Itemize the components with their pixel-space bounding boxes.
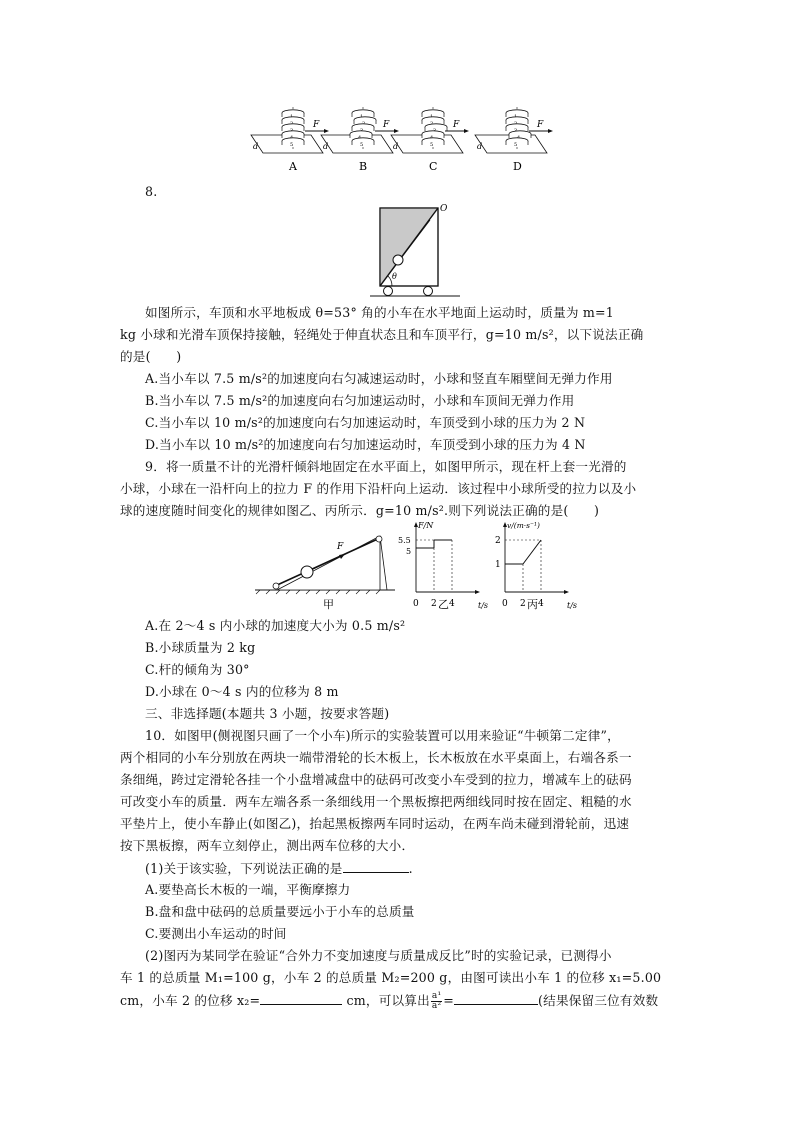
q10-sub2-line1: (2)图丙为某同学在验证“合外力不变加速度与质量成反比”时的实验记录，已测得小: [145, 948, 612, 963]
q9-stem-line1: 9．将一质量不计的光滑杆倾斜地固定在水平面上，如图甲所示，现在杆上套一光滑的: [145, 459, 627, 474]
q9-chart-yi: [398, 518, 488, 610]
yi-ytick-5: 5: [406, 547, 412, 556]
q9-option-c: C.杆的倾角为 30°: [145, 662, 250, 677]
q7-disc-number-B-5: 5: [360, 142, 364, 148]
q8-option-c: C.当小车以 10 m/s²的加速度向右匀加速运动时，车顶受到小球的压力为 2 N: [145, 415, 586, 430]
bing-caption: 丙: [527, 598, 538, 611]
q10-line4: 可改变小车的质量．两车左端各系一条细线用一个黑板擦把两细线同时按在固定、粗糙的水: [120, 794, 632, 809]
q10-sub2-line2: 车 1 的总质量 M₁=100 g，小车 2 的总质量 M₂=200 g，由图可读出小车 1 的位移 x₁=5.00: [120, 970, 662, 985]
q8-option-a: A.当小车以 7.5 m/s²的加速度向右匀减速运动时，小球和竖直车厢壁间无弹力作用: [145, 371, 613, 386]
q8-o-label: O: [440, 204, 448, 214]
q8-option-d: D.当小车以 10 m/s²的加速度向右匀加速运动时，车顶受到小球的压力为 4 N: [145, 437, 586, 452]
q10-sub1-option-b: B.盘和盘中砝码的总质量要远小于小车的总质量: [145, 904, 415, 919]
q8-number: 8.: [145, 184, 158, 199]
q10-line1: 10．如图甲(侧视图只画了一个小车)所示的实验装置可以用来验证“牛顿第二定律”，: [145, 728, 620, 743]
yi-ytick-55: 5.5: [398, 536, 411, 545]
q8-theta-label: θ: [392, 272, 397, 281]
q7-label-A: A: [289, 160, 297, 173]
q10-sub1-answer-blank[interactable]: [343, 860, 409, 873]
q9-chart-bing: [485, 518, 585, 610]
yi-xtick-2: 2: [431, 599, 437, 609]
bing-x-label: t/s: [567, 601, 578, 610]
q10-sub2-line3: [120, 992, 658, 1018]
q9-option-d: D.小球在 0～4 s 内的位移为 8 m: [145, 684, 339, 699]
q10-x2-answer-blank[interactable]: [260, 992, 342, 1005]
q7-force-label-A: F: [313, 120, 320, 130]
q7-force-arrowhead-A: [324, 129, 329, 133]
yi-y-label: F/N: [418, 521, 434, 530]
q8-stem-line3: 的是( ): [120, 349, 182, 364]
q10-sub1-line: [145, 860, 413, 877]
q7-figure-stacks: [255, 105, 555, 175]
q7-disc-number-D-5: 5: [514, 142, 518, 148]
yi-xtick-0: 0: [413, 599, 419, 609]
q10-sub2-text-b: cm，可以算出: [346, 993, 430, 1008]
yi-xtick-4: 4: [449, 599, 455, 609]
q10-line3: 条细绳，跨过定滑轮各挂一个小盘增减盘中的砝码可改变小车受到的拉力，增减车上的砝码: [120, 772, 632, 787]
q10-line5: 平垫片上，使小车静止(如图乙)，抬起黑板擦两车同时运动，在两车尚未碰到滑轮前，迅速: [120, 816, 630, 831]
q10-line6: 按下黑板擦，两车立刻停止，测出两车位移的大小．: [120, 838, 415, 853]
q7-corner-label-A: d: [253, 142, 259, 151]
q9-option-b: B.小球质量为 2 kg: [145, 640, 256, 655]
q9-option-a: A.在 2～4 s 内小球的加速度大小为 0.5 m/s²: [145, 618, 406, 633]
q9-jia-caption: 甲: [323, 598, 334, 611]
q10-sub1-end: .: [408, 861, 413, 876]
q8-option-b: B.当小车以 7.5 m/s²的加速度向右匀加速运动时，小球和车顶间无弹力作用: [145, 393, 575, 408]
q7-label-D: D: [513, 160, 522, 173]
q7-force-arrowhead-B: [394, 129, 399, 133]
q10-sub1-option-c: C.要测出小车运动的时间: [145, 926, 287, 941]
yi-x-label: t/s: [478, 601, 489, 610]
q10-sub2-equals: =: [443, 993, 455, 1008]
q9-figure-jia: [255, 522, 395, 612]
yi-caption: 乙: [438, 598, 449, 611]
bing-xtick-2: 2: [520, 599, 526, 609]
bing-series-segment-2: [523, 540, 541, 564]
bing-ytick-2: 2: [495, 536, 501, 546]
q7-force-arrowhead-D: [548, 129, 553, 133]
q7-disc-number-A-5: 5: [290, 142, 294, 148]
q10-sub1-option-a: A.要垫高长木板的一端，平衡摩擦力: [145, 882, 351, 897]
q9-stem-line2: 小球，小球在一沿杆向上的拉力 F 的作用下沿杆向上运动．该过程中小球所受的拉力以及小: [120, 481, 637, 496]
q7-force-label-C: F: [453, 120, 460, 130]
yi-x-arrow: [475, 590, 480, 594]
q7-force-arrowhead-C: [464, 129, 469, 133]
q9-jia-force-label: F: [337, 542, 344, 552]
q7-force-label-B: F: [383, 120, 390, 130]
q10-line2: 两个相同的小车分别放在两块一端带滑轮的长木板上，长木板放在水平桌面上，右端各系一: [120, 750, 632, 765]
q7-label-C: C: [429, 160, 438, 173]
q10-fraction-numerator: a¹: [431, 991, 442, 1001]
q10-fraction: [431, 992, 442, 1011]
q9-stem-line3: 球的速度随时间变化的规律如图乙、丙所示．g=10 m/s².则下列说法正确的是( ): [120, 503, 600, 518]
q10-ratio-answer-blank[interactable]: [454, 992, 538, 1005]
q7-corner-label-D: d: [477, 142, 483, 151]
bing-y-label: v/(m·s⁻¹): [507, 521, 540, 530]
q10-sub1-text: (1)关于该实验，下列说法正确的是: [145, 861, 343, 876]
q8-cart-figure: [370, 200, 470, 298]
q7-disc-number-C-5: 5: [430, 142, 434, 148]
bing-xtick-4: 4: [538, 599, 544, 609]
bing-xtick-0: 0: [502, 599, 508, 609]
q8-stem-line2: kg 小球和光滑车顶保持接触，轻绳处于伸直状态且和车顶平行，g=10 m/s²，以下说法正确: [120, 327, 644, 342]
q10-sub2-text-a: cm，小车 2 的位移 x₂=: [120, 993, 261, 1008]
q7-label-B: B: [359, 160, 368, 173]
q10-sub2-text-d: (结果保留三位有效数: [538, 993, 659, 1008]
q7-corner-label-B: d: [323, 142, 329, 151]
bing-ytick-1: 1: [495, 560, 501, 570]
q10-fraction-denominator: a²: [431, 1001, 442, 1011]
bing-x-arrow: [564, 590, 569, 594]
q7-force-label-D: F: [537, 120, 544, 130]
q7-corner-label-C: d: [393, 142, 399, 151]
q8-stem-line1: 如图所示，车顶和水平地板成 θ=53° 角的小车在水平地面上运动时，质量为 m=1: [145, 305, 614, 320]
section-3-heading: 三、非选择题(本题共 3 小题，按要求答题): [145, 706, 390, 721]
